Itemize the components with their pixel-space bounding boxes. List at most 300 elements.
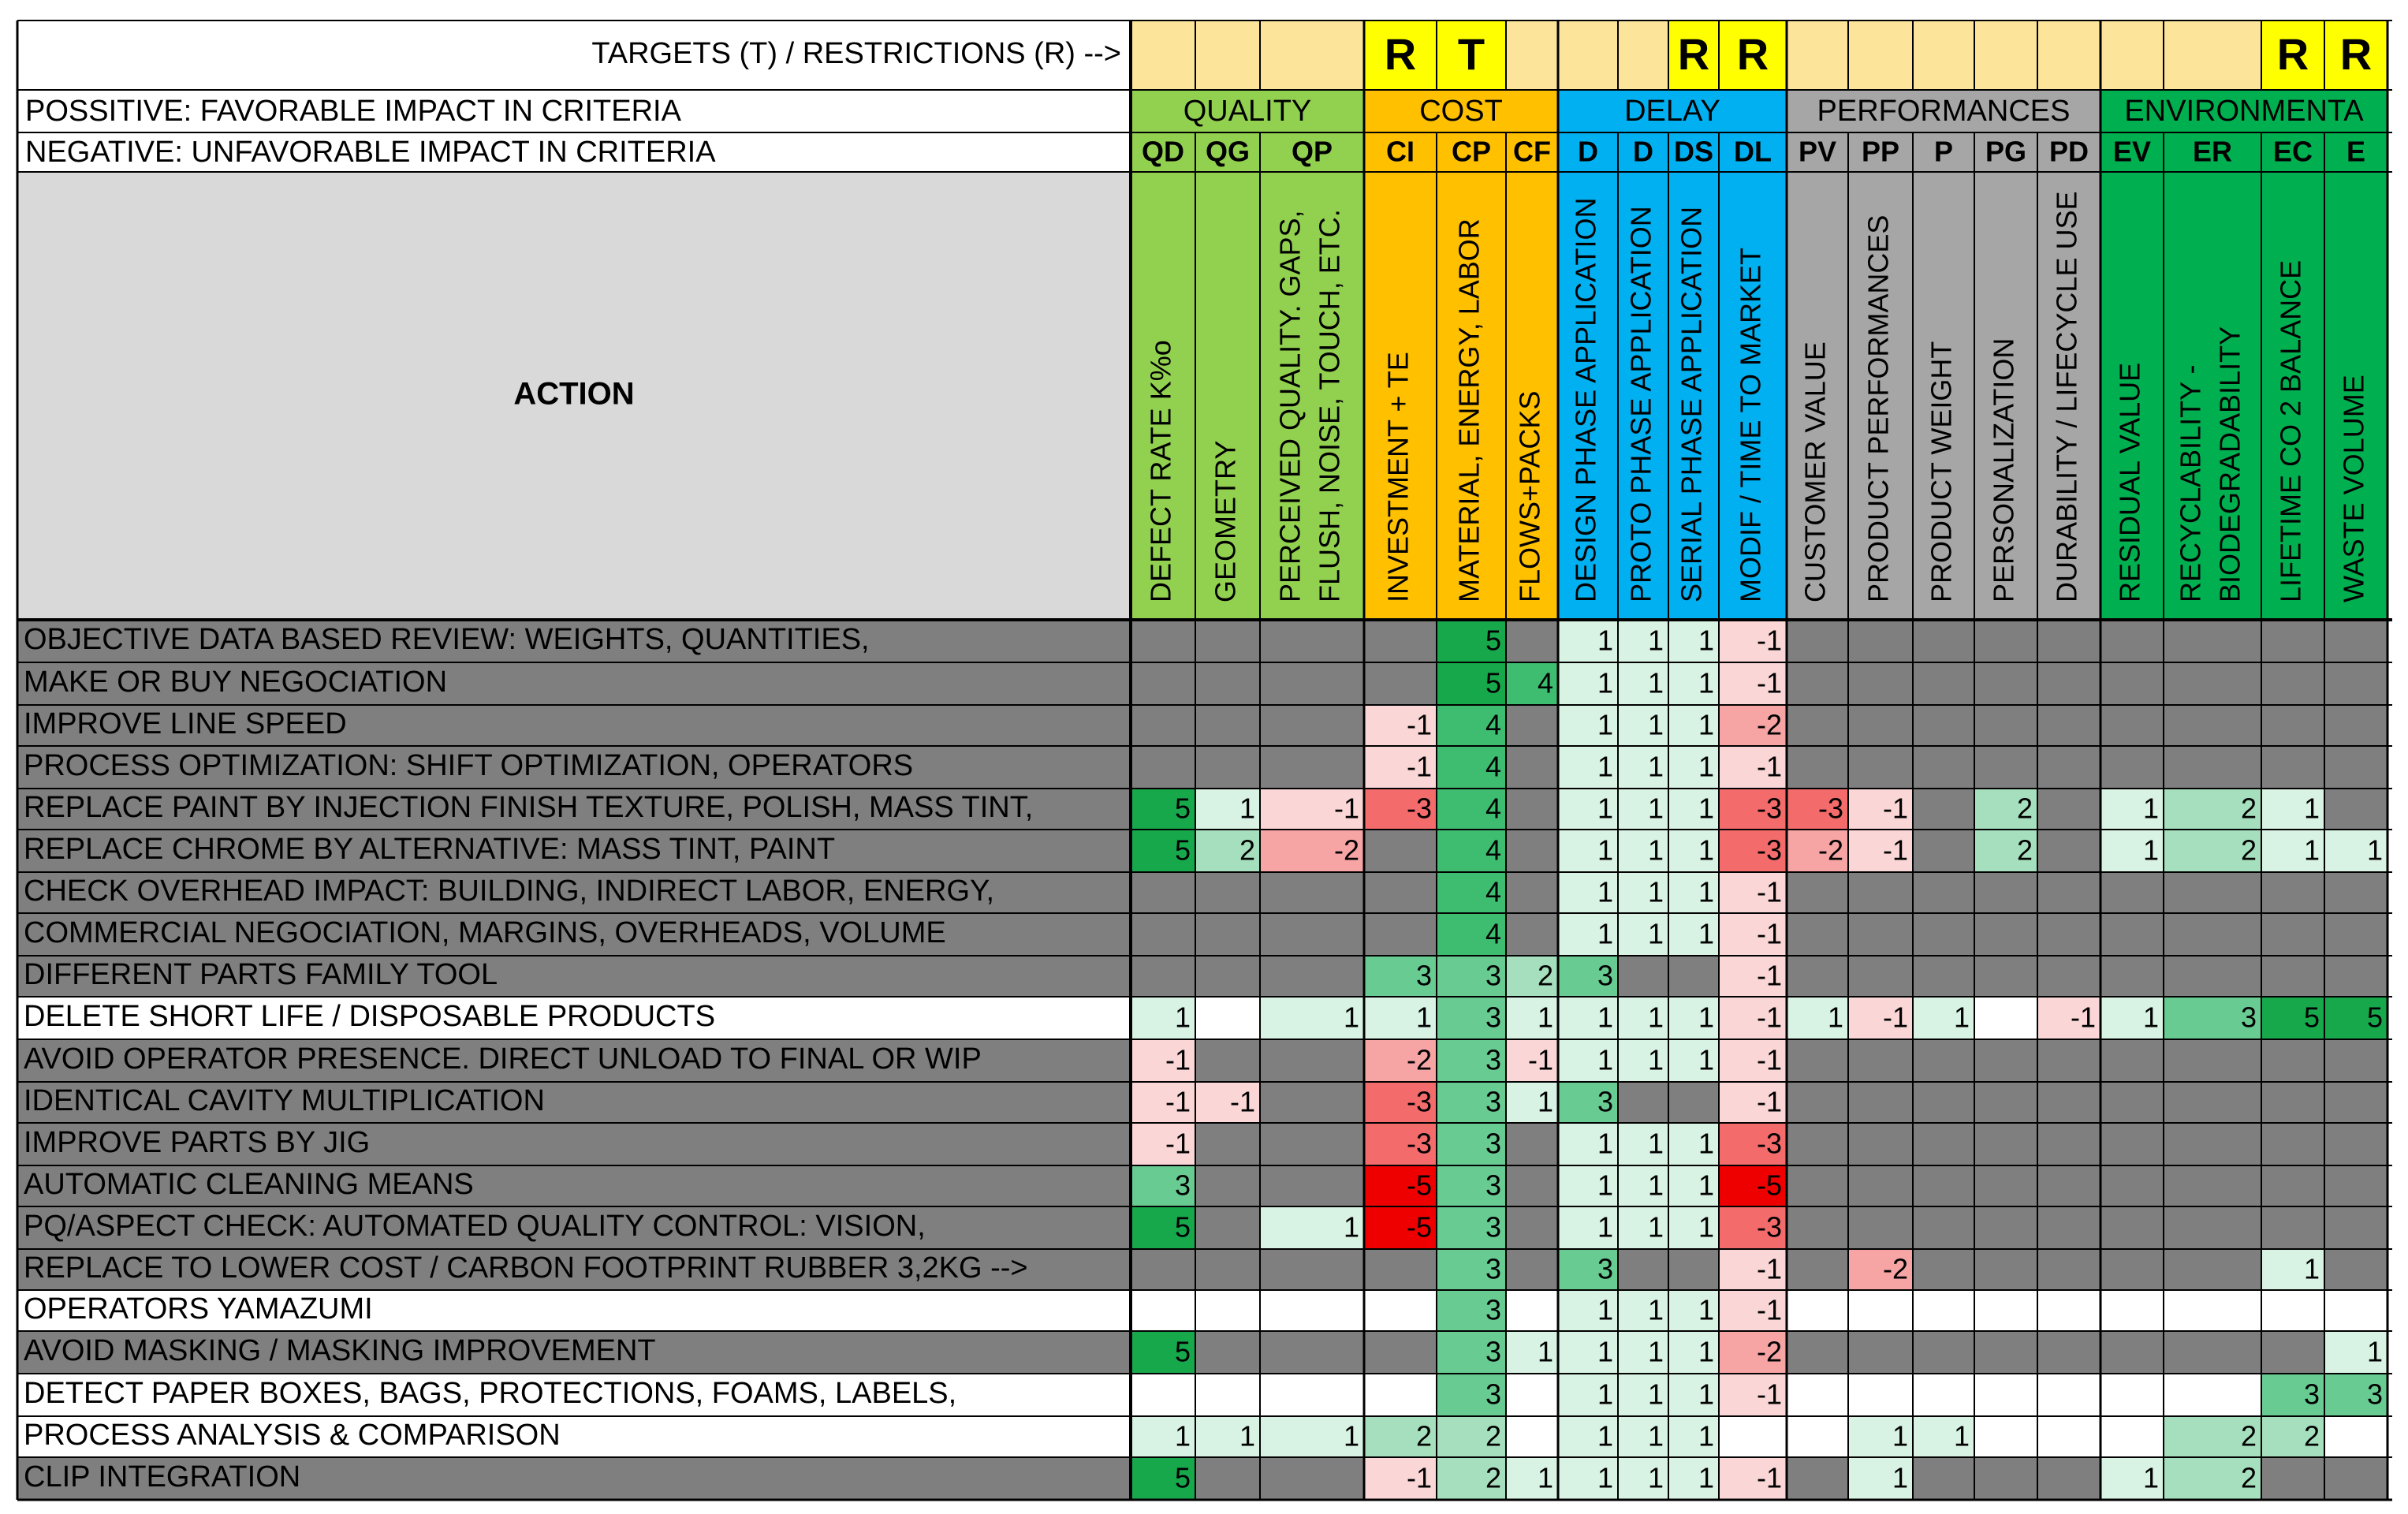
score-cell bbox=[2164, 620, 2261, 662]
score-value: 1 bbox=[1647, 833, 1664, 867]
score-value: 1 bbox=[1698, 833, 1714, 867]
criterion-label: GEOMETRY bbox=[1209, 440, 1242, 602]
score-value: 1 bbox=[1597, 1419, 1613, 1452]
criterion-code: EC bbox=[2272, 135, 2313, 168]
score-value: 1 bbox=[1597, 624, 1613, 657]
score-value: 2 bbox=[2240, 1419, 2257, 1452]
score-cell bbox=[1668, 956, 1719, 997]
score-value: -1 bbox=[2070, 1001, 2096, 1034]
score-value: -1 bbox=[1882, 792, 1908, 825]
score-cell bbox=[2324, 1457, 2387, 1500]
score-cell bbox=[1787, 1039, 1848, 1082]
action-label: AVOID OPERATOR PRESENCE. DIRECT UNLOAD TO FINAL OR WIP bbox=[24, 1042, 982, 1076]
score-value: 3 bbox=[1485, 1127, 1501, 1160]
score-value: -1 bbox=[1756, 875, 1782, 908]
score-cell bbox=[1195, 1290, 1260, 1331]
score-value: 1 bbox=[1597, 750, 1613, 783]
criterion-code: CI bbox=[1386, 135, 1415, 168]
criterion-label: RESIDUAL VALUE bbox=[2113, 362, 2146, 602]
score-cell bbox=[1848, 1082, 1913, 1123]
criterion-label: WASTE VOLUME bbox=[2337, 375, 2370, 602]
score-cell bbox=[2100, 1123, 2164, 1165]
score-cell bbox=[2100, 705, 2164, 746]
score-cell bbox=[2324, 705, 2387, 746]
score-cell bbox=[2164, 1249, 2261, 1290]
score-value: -1 bbox=[1756, 666, 1782, 699]
score-value: 3 bbox=[1485, 1043, 1501, 1076]
score-value: 2 bbox=[2240, 1461, 2257, 1494]
score-cell bbox=[1848, 1039, 1913, 1082]
score-value: -2 bbox=[1756, 1335, 1782, 1368]
score-value: 1 bbox=[1343, 1210, 1359, 1244]
score-cell bbox=[2100, 1331, 2164, 1374]
score-cell bbox=[2100, 1082, 2164, 1123]
score-cell bbox=[1787, 872, 1848, 913]
score-cell bbox=[1974, 1457, 2037, 1500]
score-value: 1 bbox=[1892, 1461, 1908, 1494]
criterion-code: EV bbox=[2112, 135, 2152, 168]
score-cell bbox=[1195, 1206, 1260, 1249]
score-cell bbox=[2037, 746, 2100, 789]
score-cell bbox=[1668, 1082, 1719, 1123]
score-cell bbox=[2164, 1331, 2261, 1374]
criterion-code: CF bbox=[1513, 135, 1551, 168]
score-value: 3 bbox=[1485, 1210, 1501, 1244]
score-value: 3 bbox=[1485, 1252, 1501, 1285]
score-value: 1 bbox=[1239, 1419, 1255, 1452]
score-cell bbox=[1974, 1374, 2037, 1416]
score-cell bbox=[1195, 997, 1260, 1039]
criterion-code: E bbox=[2346, 135, 2366, 168]
score-value: -5 bbox=[1406, 1169, 1432, 1202]
score-value: 2 bbox=[1537, 959, 1553, 992]
criterion-code: D bbox=[1578, 135, 1598, 168]
score-value: 4 bbox=[1485, 833, 1501, 867]
score-cell bbox=[1719, 1416, 1787, 1457]
criterion-label: DESIGN PHASE APPLICATION bbox=[1569, 197, 1602, 602]
score-cell bbox=[2037, 1249, 2100, 1290]
score-value: 4 bbox=[1485, 708, 1501, 741]
score-cell bbox=[2100, 1290, 2164, 1331]
score-value: 1 bbox=[1647, 1001, 1664, 1034]
criterion-label: DURABILITY / LIFECYCLE USE bbox=[2050, 191, 2083, 602]
criterion-code: QG bbox=[1205, 135, 1251, 168]
score-cell bbox=[1974, 1416, 2037, 1457]
score-cell bbox=[2037, 1457, 2100, 1500]
score-value: -1 bbox=[1165, 1127, 1191, 1160]
score-cell bbox=[2324, 620, 2387, 662]
score-cell bbox=[1913, 746, 1974, 789]
score-cell bbox=[2164, 746, 2261, 789]
score-cell bbox=[1131, 1374, 1195, 1416]
score-cell bbox=[1195, 620, 1260, 662]
score-value: -5 bbox=[1406, 1210, 1432, 1244]
score-cell bbox=[1260, 1331, 1364, 1374]
score-cell bbox=[1260, 746, 1364, 789]
score-value: -3 bbox=[1756, 792, 1782, 825]
score-cell bbox=[1131, 872, 1195, 913]
action-label: IDENTICAL CAVITY MULTIPLICATION bbox=[24, 1084, 545, 1118]
score-cell bbox=[2164, 705, 2261, 746]
score-value: 5 bbox=[1485, 666, 1501, 699]
score-value: 1 bbox=[1537, 1085, 1553, 1118]
score-cell bbox=[1506, 913, 1558, 956]
score-cell bbox=[1506, 1416, 1558, 1457]
score-cell bbox=[1131, 746, 1195, 789]
score-value: 5 bbox=[1485, 624, 1501, 657]
score-value: 1 bbox=[1597, 1001, 1613, 1034]
criterion-code: PD bbox=[2048, 135, 2089, 168]
score-cell bbox=[1787, 1457, 1848, 1500]
score-value: -1 bbox=[1756, 1293, 1782, 1326]
score-value: 1 bbox=[1698, 792, 1714, 825]
score-cell bbox=[1364, 620, 1437, 662]
action-label: OBJECTIVE DATA BASED REVIEW: WEIGHTS, QUANTITIES, bbox=[24, 623, 870, 657]
score-cell bbox=[2164, 1290, 2261, 1331]
score-value: 1 bbox=[1953, 1419, 1970, 1452]
score-cell bbox=[2261, 705, 2324, 746]
score-cell bbox=[2100, 913, 2164, 956]
score-value: 1 bbox=[1698, 1001, 1714, 1034]
score-cell bbox=[1260, 956, 1364, 997]
score-cell bbox=[2324, 1039, 2387, 1082]
score-value: 1 bbox=[1647, 708, 1664, 741]
score-cell bbox=[1506, 1374, 1558, 1416]
action-label: AUTOMATIC CLEANING MEANS bbox=[24, 1168, 474, 1202]
score-value: 1 bbox=[1597, 1293, 1613, 1326]
group-label: PERFORMANCES bbox=[1817, 95, 2071, 129]
score-cell bbox=[1974, 1206, 2037, 1249]
target-cell-16 bbox=[2164, 21, 2261, 90]
score-value: 1 bbox=[1698, 917, 1714, 950]
score-cell bbox=[1195, 705, 1260, 746]
score-value: -1 bbox=[1756, 1043, 1782, 1076]
score-value: -2 bbox=[1882, 1252, 1908, 1285]
score-value: -2 bbox=[1817, 833, 1843, 867]
score-value: 4 bbox=[1537, 666, 1553, 699]
score-value: -3 bbox=[1756, 833, 1782, 867]
score-value: 1 bbox=[2142, 1461, 2159, 1494]
score-cell bbox=[1668, 1249, 1719, 1290]
score-value: -1 bbox=[1527, 1043, 1553, 1076]
score-cell bbox=[1506, 872, 1558, 913]
score-value: -1 bbox=[1165, 1085, 1191, 1118]
score-value: 3 bbox=[1485, 1378, 1501, 1411]
score-value: -5 bbox=[1756, 1169, 1782, 1202]
score-cell bbox=[2037, 1416, 2100, 1457]
score-cell bbox=[1195, 1457, 1260, 1500]
score-value: 1 bbox=[1647, 1335, 1664, 1368]
score-cell bbox=[1195, 662, 1260, 705]
score-cell bbox=[1506, 1249, 1558, 1290]
score-cell bbox=[2164, 1039, 2261, 1082]
score-value: 1 bbox=[1827, 1001, 1843, 1034]
score-value: -1 bbox=[1756, 917, 1782, 950]
score-cell bbox=[1848, 1374, 1913, 1416]
score-cell bbox=[1974, 913, 2037, 956]
score-cell bbox=[1260, 705, 1364, 746]
score-value: 1 bbox=[1698, 750, 1714, 783]
score-value: 5 bbox=[1174, 833, 1191, 867]
score-cell bbox=[2261, 1039, 2324, 1082]
positive-impact-label: POSSITIVE: FAVORABLE IMPACT IN CRITERIA bbox=[25, 95, 681, 129]
score-cell bbox=[1260, 1082, 1364, 1123]
criterion-label: CUSTOMER VALUE bbox=[1799, 341, 1832, 602]
action-label: REPLACE PAINT BY INJECTION FINISH TEXTURE, POLISH, MASS TINT, bbox=[24, 791, 1034, 825]
action-label: MAKE OR BUY NEGOCIATION bbox=[24, 666, 448, 699]
score-cell bbox=[2261, 956, 2324, 997]
score-value: 3 bbox=[2303, 1378, 2320, 1411]
score-cell bbox=[1974, 1290, 2037, 1331]
criterion-label: BIODEGRADABILITY bbox=[2213, 326, 2246, 602]
score-value: 1 bbox=[2303, 833, 2320, 867]
score-value: 1 bbox=[1647, 1127, 1664, 1160]
matrix-body bbox=[17, 620, 2387, 1500]
score-cell bbox=[1974, 1249, 2037, 1290]
action-label: OPERATORS YAMAZUMI bbox=[24, 1292, 373, 1326]
criterion-label: INVESTMENT + TE bbox=[1381, 352, 1415, 602]
criterion-code: QP bbox=[1291, 135, 1333, 168]
score-cell bbox=[2164, 1123, 2261, 1165]
score-cell bbox=[2037, 662, 2100, 705]
restriction-marker: R bbox=[1736, 28, 1769, 79]
score-value: 3 bbox=[2366, 1378, 2383, 1411]
score-value: 1 bbox=[1597, 666, 1613, 699]
score-value: 1 bbox=[1647, 1169, 1664, 1202]
score-cell bbox=[2324, 1249, 2387, 1290]
action-label: CLIP INTEGRATION bbox=[24, 1460, 301, 1494]
score-cell bbox=[2324, 956, 2387, 997]
score-value: 5 bbox=[1174, 1335, 1191, 1368]
score-cell bbox=[1913, 1457, 1974, 1500]
criterion-code: ER bbox=[2192, 135, 2233, 168]
score-value: 2 bbox=[1485, 1461, 1501, 1494]
score-value: 3 bbox=[2240, 1001, 2257, 1034]
score-cell bbox=[1913, 705, 1974, 746]
score-value: 2 bbox=[2016, 792, 2033, 825]
score-value: 1 bbox=[1647, 792, 1664, 825]
action-label: PQ/ASPECT CHECK: AUTOMATED QUALITY CONTROL: VISION, bbox=[24, 1210, 926, 1244]
criterion-code: DS bbox=[1673, 135, 1714, 168]
criterion-code: PV bbox=[1798, 135, 1837, 168]
criterion-label: DEFECT RATE K%o bbox=[1144, 340, 1177, 602]
score-value: -3 bbox=[1406, 792, 1432, 825]
score-cell bbox=[2100, 1206, 2164, 1249]
targets-restrictions-label: TARGETS (T) / RESTRICTIONS (R) --> bbox=[591, 37, 1121, 71]
score-value: 1 bbox=[1597, 1169, 1613, 1202]
score-cell bbox=[1260, 620, 1364, 662]
criterion-label: FLUSH, NOISE, TOUCH, ETC. bbox=[1313, 209, 1346, 602]
score-value: 1 bbox=[1597, 1127, 1613, 1160]
score-value: 1 bbox=[1597, 1335, 1613, 1368]
criterion-code: DL bbox=[1734, 135, 1772, 168]
score-value: 1 bbox=[1647, 750, 1664, 783]
score-cell bbox=[2037, 872, 2100, 913]
score-cell bbox=[2324, 1206, 2387, 1249]
action-label: PROCESS ANALYSIS & COMPARISON bbox=[24, 1419, 561, 1452]
score-value: 5 bbox=[2366, 1001, 2383, 1034]
score-cell bbox=[2261, 662, 2324, 705]
score-cell bbox=[1131, 1249, 1195, 1290]
score-cell bbox=[1913, 1290, 1974, 1331]
score-cell bbox=[2261, 913, 2324, 956]
score-cell bbox=[2261, 1331, 2324, 1374]
score-value: 1 bbox=[1537, 1001, 1553, 1034]
score-cell bbox=[1913, 789, 1974, 830]
score-cell bbox=[1974, 997, 2037, 1039]
score-value: 1 bbox=[1647, 666, 1664, 699]
score-value: -1 bbox=[1165, 1043, 1191, 1076]
score-cell bbox=[2037, 913, 2100, 956]
score-cell bbox=[1974, 1165, 2037, 1206]
target-cell-12 bbox=[1913, 21, 1974, 90]
score-cell bbox=[1506, 1206, 1558, 1249]
score-cell bbox=[2037, 830, 2100, 872]
score-cell bbox=[1260, 1165, 1364, 1206]
score-value: -1 bbox=[1756, 1461, 1782, 1494]
score-cell bbox=[1506, 830, 1558, 872]
score-cell bbox=[1364, 1249, 1437, 1290]
score-cell bbox=[2037, 1123, 2100, 1165]
score-value: -1 bbox=[1333, 792, 1359, 825]
score-value: 1 bbox=[1698, 1293, 1714, 1326]
score-cell bbox=[2261, 746, 2324, 789]
score-cell bbox=[1913, 830, 1974, 872]
score-cell bbox=[1195, 1249, 1260, 1290]
score-value: -1 bbox=[1756, 624, 1782, 657]
score-cell bbox=[2261, 1165, 2324, 1206]
score-cell bbox=[1913, 1249, 1974, 1290]
group-label: DELAY bbox=[1624, 95, 1720, 129]
score-value: 1 bbox=[2366, 833, 2383, 867]
score-value: -1 bbox=[1756, 959, 1782, 992]
score-cell bbox=[1506, 620, 1558, 662]
score-value: 1 bbox=[1698, 666, 1714, 699]
score-value: 1 bbox=[1597, 1043, 1613, 1076]
score-value: 5 bbox=[1174, 1461, 1191, 1494]
score-cell bbox=[2164, 1206, 2261, 1249]
score-cell bbox=[1618, 956, 1668, 997]
score-cell bbox=[2324, 1290, 2387, 1331]
score-cell bbox=[2164, 1374, 2261, 1416]
score-cell bbox=[2037, 705, 2100, 746]
score-value: 1 bbox=[1647, 1461, 1664, 1494]
score-cell bbox=[2100, 1374, 2164, 1416]
group-label: COST bbox=[1419, 95, 1503, 129]
score-value: 1 bbox=[2142, 833, 2159, 867]
score-value: 1 bbox=[1174, 1419, 1191, 1452]
score-value: 1 bbox=[1698, 1169, 1714, 1202]
score-cell bbox=[2164, 1082, 2261, 1123]
score-cell bbox=[2261, 1457, 2324, 1500]
score-cell bbox=[1787, 746, 1848, 789]
score-value: 1 bbox=[1239, 792, 1255, 825]
score-value: -3 bbox=[1756, 1127, 1782, 1160]
score-cell bbox=[1506, 1290, 1558, 1331]
score-value: 2 bbox=[1485, 1419, 1501, 1452]
score-cell bbox=[2100, 1416, 2164, 1457]
score-cell bbox=[1506, 789, 1558, 830]
criterion-code: PP bbox=[1861, 135, 1900, 168]
score-cell bbox=[2261, 1123, 2324, 1165]
action-label: DELETE SHORT LIFE / DISPOSABLE PRODUCTS bbox=[24, 1000, 716, 1034]
criterion-label: RECYCLABILITY - bbox=[2174, 364, 2207, 602]
score-cell bbox=[2261, 1290, 2324, 1331]
score-cell bbox=[1195, 746, 1260, 789]
score-value: 2 bbox=[2016, 833, 2033, 867]
action-label: REPLACE TO LOWER COST / CARBON FOOTPRINT RUBBER 3,2KG --> bbox=[24, 1251, 1028, 1285]
score-cell bbox=[2037, 789, 2100, 830]
score-cell bbox=[2037, 1206, 2100, 1249]
score-cell bbox=[1848, 913, 1913, 956]
score-value: 4 bbox=[1485, 792, 1501, 825]
score-cell bbox=[2037, 1082, 2100, 1123]
score-value: -2 bbox=[1333, 833, 1359, 867]
action-label: IMPROVE PARTS BY JIG bbox=[24, 1126, 371, 1160]
score-cell bbox=[1848, 620, 1913, 662]
score-value: 4 bbox=[1485, 750, 1501, 783]
score-value: 4 bbox=[1485, 917, 1501, 950]
score-cell bbox=[1974, 746, 2037, 789]
score-cell bbox=[1787, 705, 1848, 746]
score-value: 3 bbox=[1597, 1085, 1613, 1118]
score-cell bbox=[1506, 1123, 1558, 1165]
score-cell bbox=[1195, 1039, 1260, 1082]
score-cell bbox=[1364, 872, 1437, 913]
score-cell bbox=[1787, 1331, 1848, 1374]
score-value: 1 bbox=[1537, 1335, 1553, 1368]
score-value: 4 bbox=[1485, 875, 1501, 908]
score-value: 1 bbox=[1647, 1210, 1664, 1244]
score-value: -1 bbox=[1756, 1085, 1782, 1118]
target-cell-7 bbox=[1618, 21, 1668, 90]
score-cell bbox=[1364, 662, 1437, 705]
score-value: 3 bbox=[1597, 959, 1613, 992]
action-label: DIFFERENT PARTS FAMILY TOOL bbox=[24, 958, 498, 992]
score-value: 2 bbox=[2240, 792, 2257, 825]
score-value: -2 bbox=[1406, 1043, 1432, 1076]
score-cell bbox=[1974, 1331, 2037, 1374]
score-value: -3 bbox=[1406, 1127, 1432, 1160]
score-cell bbox=[1974, 705, 2037, 746]
action-column-header: ACTION bbox=[513, 376, 635, 412]
score-cell bbox=[1787, 1165, 1848, 1206]
score-value: -1 bbox=[1756, 1378, 1782, 1411]
score-cell bbox=[1195, 1165, 1260, 1206]
target-cell-1 bbox=[1195, 21, 1260, 90]
score-value: -1 bbox=[1406, 750, 1432, 783]
target-cell-10 bbox=[1787, 21, 1848, 90]
score-cell bbox=[1913, 1206, 1974, 1249]
score-cell bbox=[1260, 1249, 1364, 1290]
score-value: 1 bbox=[1647, 1378, 1664, 1411]
score-cell bbox=[2100, 872, 2164, 913]
score-cell bbox=[2037, 956, 2100, 997]
score-cell bbox=[2324, 913, 2387, 956]
score-value: 1 bbox=[1698, 1210, 1714, 1244]
criterion-label: PERCEIVED QUALITY. GAPS, bbox=[1273, 210, 1307, 602]
score-cell bbox=[2037, 1374, 2100, 1416]
score-cell bbox=[1364, 913, 1437, 956]
score-value: 1 bbox=[1953, 1001, 1970, 1034]
score-value: 1 bbox=[2142, 792, 2159, 825]
score-value: 1 bbox=[1698, 1335, 1714, 1368]
score-value: 1 bbox=[1343, 1419, 1359, 1452]
score-value: -3 bbox=[1817, 792, 1843, 825]
criterion-label: SERIAL PHASE APPLICATION bbox=[1675, 206, 1708, 602]
score-cell bbox=[1131, 956, 1195, 997]
group-label: QUALITY bbox=[1183, 95, 1312, 129]
